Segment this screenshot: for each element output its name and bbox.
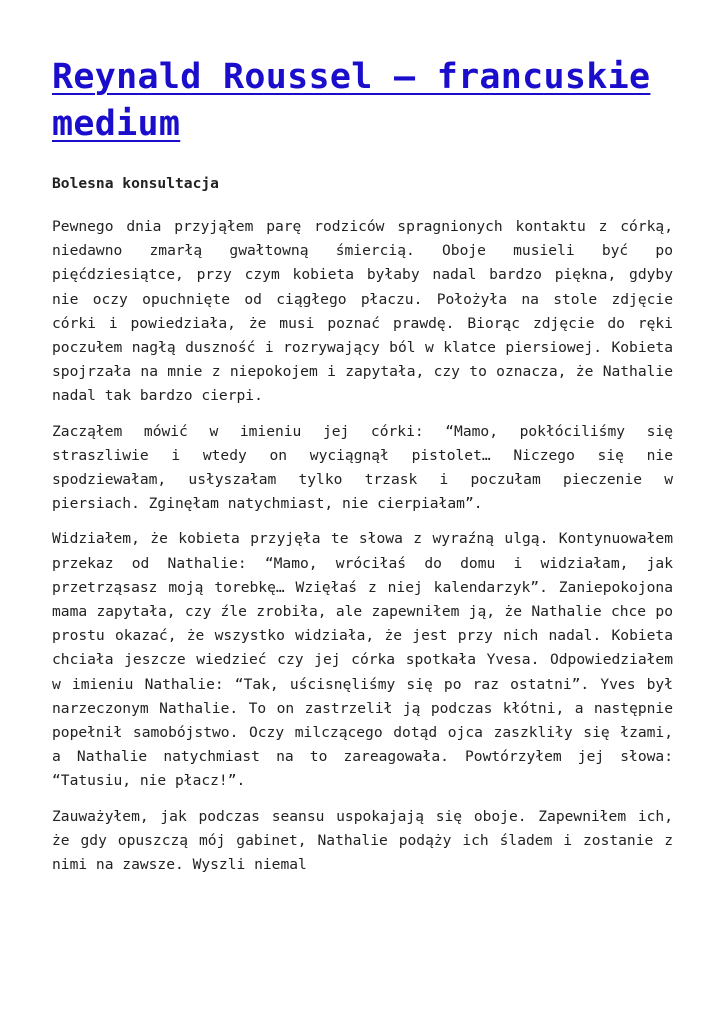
article-title-link[interactable]: Reynald Roussel – francuskie medium (52, 57, 651, 144)
article-paragraph: Zacząłem mówić w imieniu jej córki: “Mamo, pokłóciliśmy się straszliwie i wtedy on wyciągnął pistolet… Niczego się nie spodziewałam, usłyszałam tylko trzask i poczułam pieczenie w piersiach. Zginęłam natychmiast, nie cierpiałam”. (52, 422, 673, 513)
article-paragraph: Zauważyłem, jak podczas seansu uspokajają się oboje. Zapewniłem ich, że gdy opuszczą mój gabinet, Nathalie podąży ich śladem i zostanie z nimi na zawsze. Wyszli niemal (52, 807, 673, 874)
article-title (52, 54, 673, 148)
article-subtitle: Bolesna konsultacja (52, 175, 219, 192)
article (52, 54, 673, 877)
article-paragraph: Widziałem, że kobieta przyjęła te słowa z wyraźną ulgą. Kontynuowałem przekaz od Nathalie: “Mamo, wróciłaś do domu i widziałam, jak przetrząsasz moją torebkę… Wzięłaś z niej kalendarzyk”. Zaniepokojona mama zapytała, czy źle zrobiła, ale zapewniłem ją, że Nathalie chce po prostu okazać, że wszystko widziała, że jest przy nich nadal. Kobieta chciała jeszcze wiedzieć czy jej córka spotkała Yvesa. Odpowiedziałem w imieniu Nathalie: “Tak, uścisnęliśmy się po raz ostatni”. Yves był narzeczonym Nathalie. To on zastrzelił ją podczas kłótni, a następnie popełnił samobójstwo. Oczy milczącego dotąd ojca zaszkliły się łzami, a Nathalie natychmiast na to zareagowała. Powtórzyłem jej słowa: “Tatusiu, nie płacz!”. (52, 530, 673, 790)
article-paragraph: Pewnego dnia przyjąłem parę rodziców spragnionych kontaktu z córką, niedawno zmarłą gwałtowną śmiercią. Oboje musieli być po pięćdziesiątce, przy czym kobieta byłaby nadal bardzo piękna, gdyby nie oczy opuchnięte od ciągłego płaczu. Położyła na stole zdjęcie córki i powiedziała, że musi poznać prawdę. Biorąc zdjęcie do ręki poczułem nagłą duszność i rozrywający ból w klatce piersiowej. Kobieta spojrzała na mnie z niepokojem i zapytała, czy to oznacza, że Nathalie nadal tak bardzo cierpi. (52, 218, 673, 405)
